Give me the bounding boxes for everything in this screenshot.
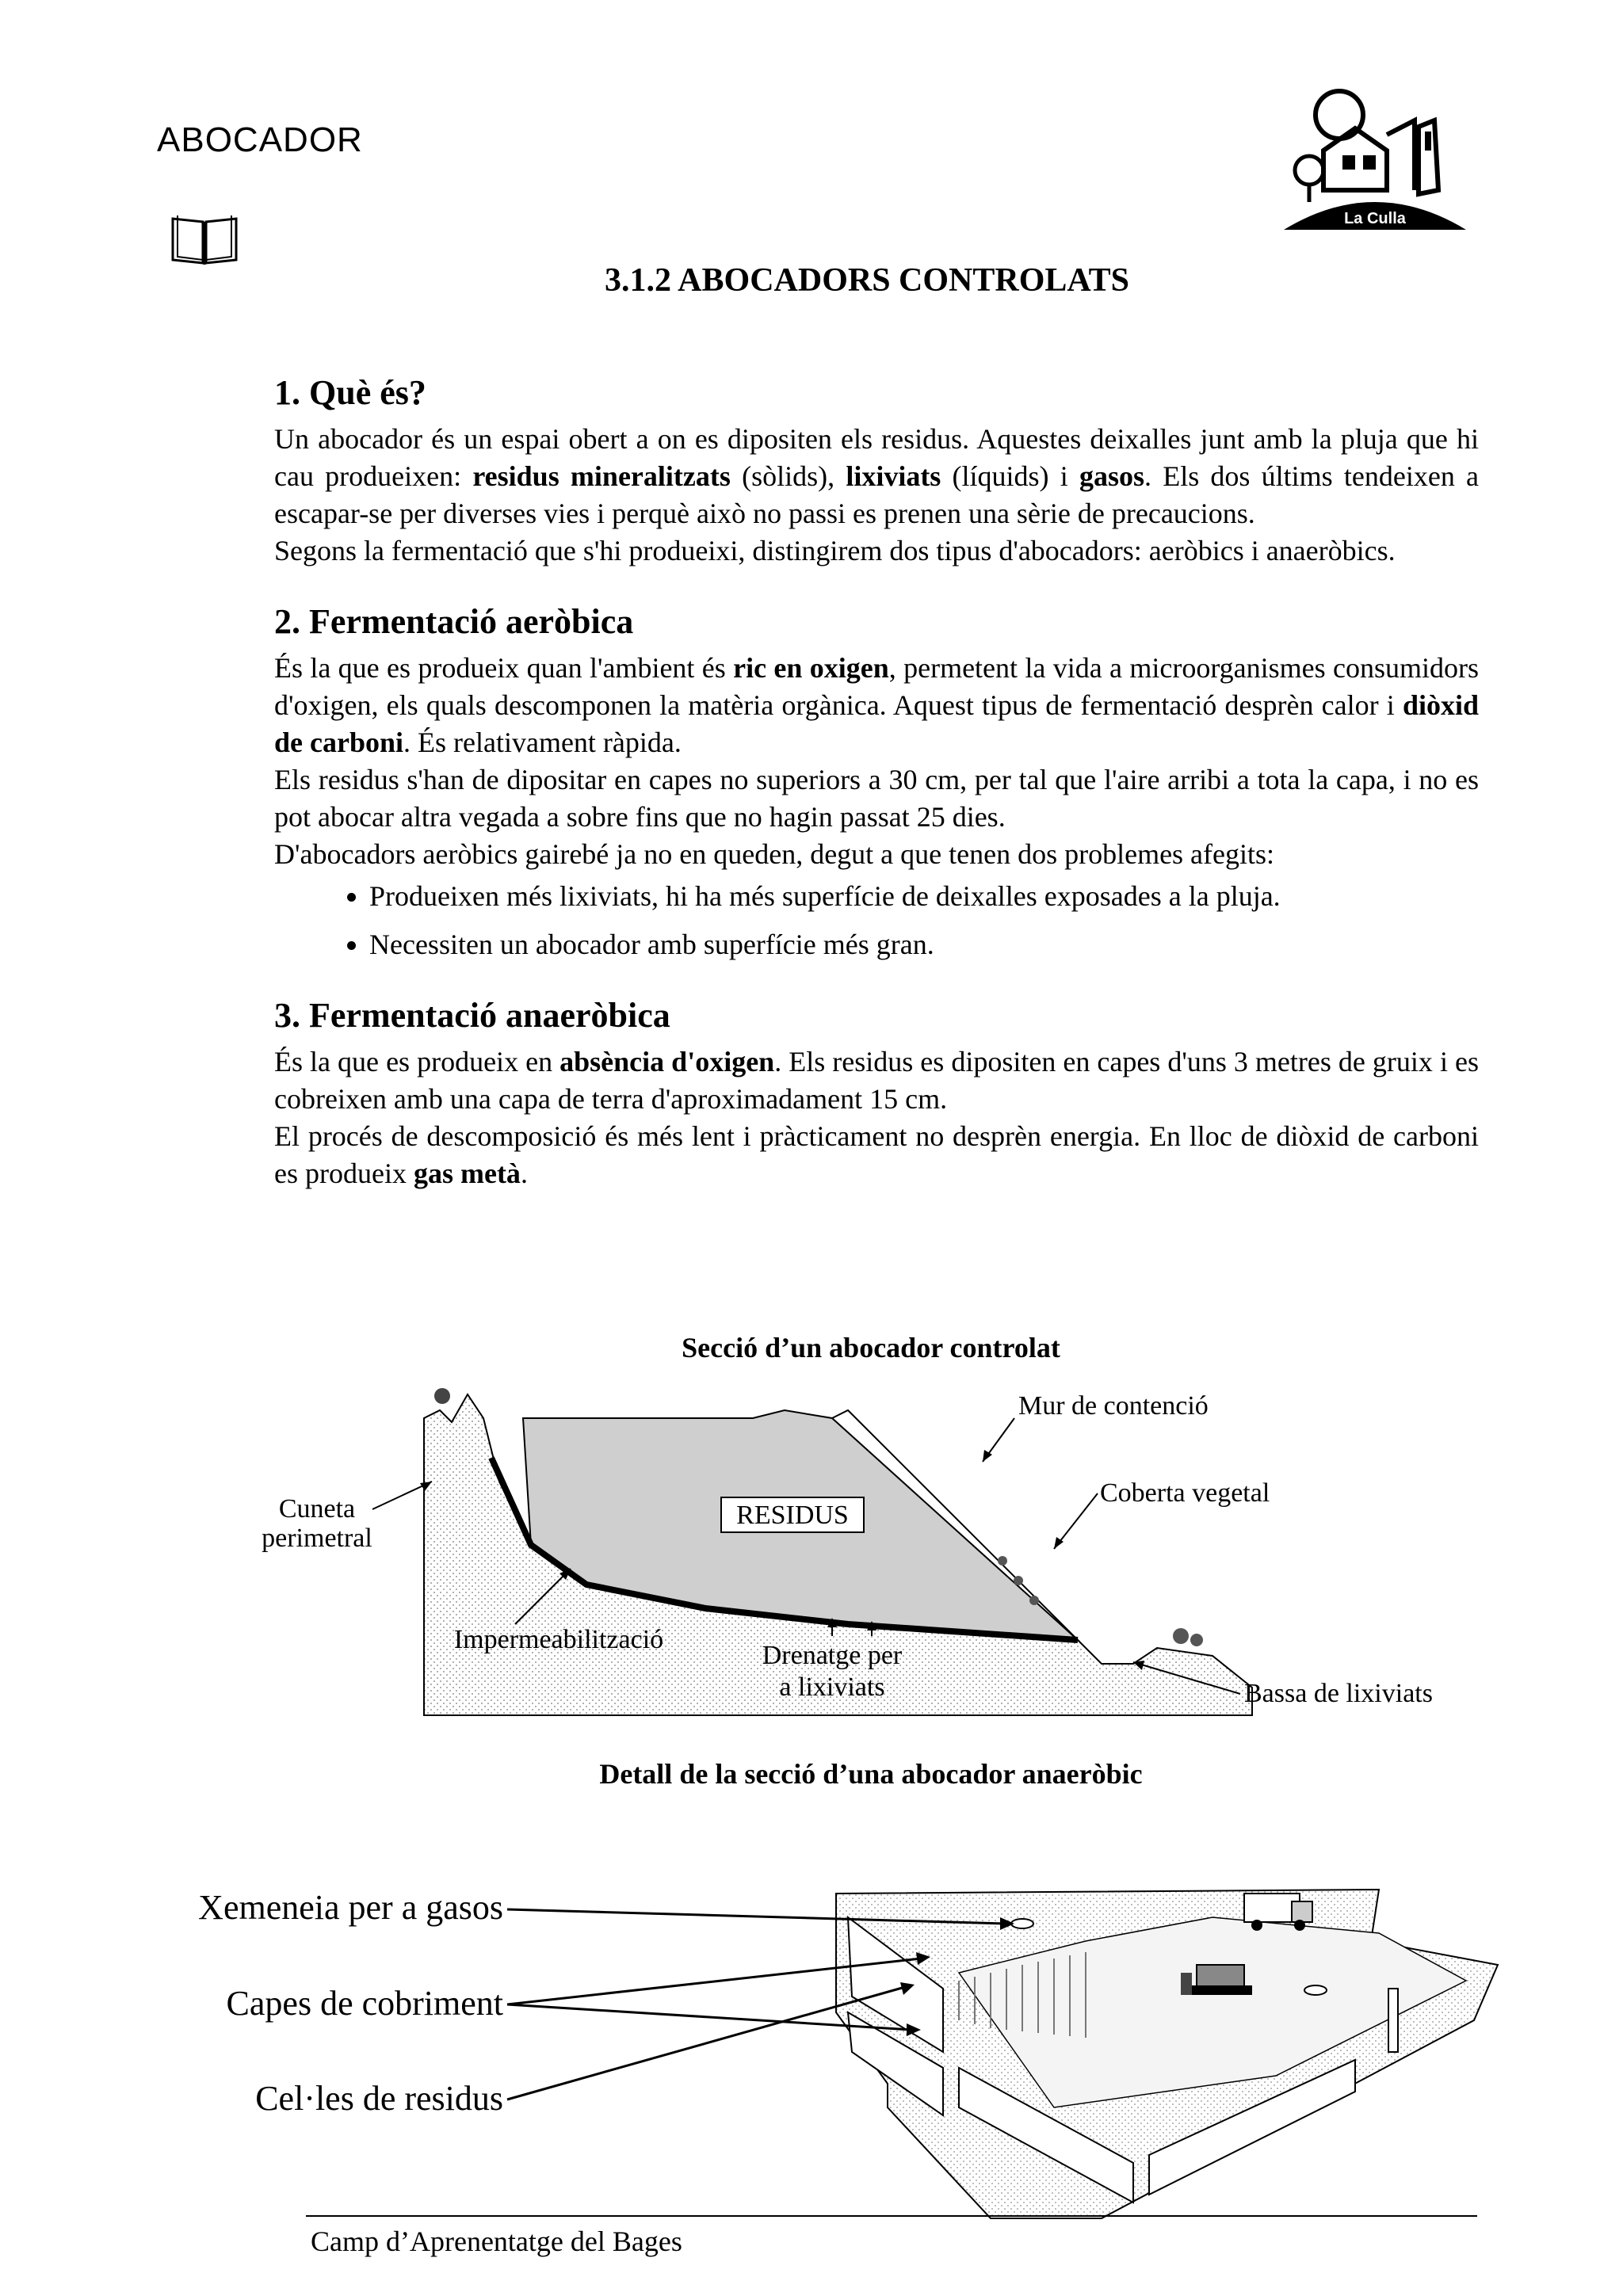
label-mur-contencio: Mur de contenció — [1018, 1391, 1209, 1421]
footer-text: Camp d’Aprenentatge del Bages — [311, 2225, 682, 2257]
list-item: • Necessiten un abocador amb superfície més gran. — [369, 926, 1479, 963]
label-capes-cobriment: Capes de cobriment — [226, 1984, 503, 2023]
section1-paragraph1: Un abocador és un espai obert a on es dipositen els residus. Aquestes deixalles junt amb la pluja que hi cau produeixen: residus mineralitzats (sòlids), lixiviats (líquids) i gasos. Els dos últims tendeixen a escapar-se per diverses vies i perquè això no passi es prenen una sèrie de precaucions. — [274, 423, 1480, 529]
label-drenatge-1: Drenatge per — [762, 1641, 903, 1670]
section2-bullet-list — [274, 878, 1479, 963]
header-label: ABOCADOR — [157, 120, 363, 159]
footer-divider — [306, 2215, 1477, 2217]
label-bassa-lixiviats: Bassa de lixiviats — [1244, 1679, 1433, 1708]
section3-paragraph1: És la que es produeix en absència d'oxigen. Els residus es dipositen en capes d'uns 3 metres de gruix i es cobreixen amb una capa de terra d'aproximadament 15 cm. — [274, 1046, 1479, 1115]
label-coberta-vegetal: Coberta vegetal — [1100, 1478, 1270, 1508]
label-residus: RESIDUS — [736, 1501, 849, 1530]
section2-paragraph3: D'abocadors aeròbics gairebé ja no en queden, degut a que tenen dos problemes afegits: — [274, 838, 1275, 870]
landfill-section-diagram — [262, 1363, 1498, 1735]
section2-paragraph1: És la que es produeix quan l'ambient és ric en oxigen, permetent la vida a microorganismes consumidors d'oxigen, els quals descomponen la matèria orgànica. Aquest tipus de fermentació desprèn calor i diòxid de carboni. És relativament ràpida. — [274, 652, 1479, 758]
logo-text: La Culla — [1344, 210, 1406, 227]
list-item: • Produeixen més lixiviats, hi ha més superfície de deixalles exposades a la pluja. — [369, 878, 1479, 915]
figure2-title: Detall de la secció d’una abocador anaeròbic — [599, 1758, 1143, 1790]
page-title: 3.1.2 ABOCADORS CONTROLATS — [605, 262, 1129, 299]
label-cuneta-2: perimetral — [262, 1524, 372, 1553]
book-icon — [168, 211, 241, 268]
section1-paragraph2: Segons la fermentació que s'hi produeixi, distingirem dos tipus d'abocadors: aeròbics i anaeròbics. — [274, 535, 1396, 566]
label-cuneta-1: Cuneta — [278, 1494, 356, 1524]
section-heading-3: 3. Fermentació anaeròbica — [274, 996, 670, 1035]
section3-paragraph2: El procés de descomposició és més lent i pràcticament no desprèn energia. En lloc de diòxid de carboni es produeix gas metà. — [274, 1120, 1479, 1189]
anaerobic-landfill-detail-diagram — [198, 1846, 1498, 2218]
label-impermeabilitzacio: Impermeabilització — [453, 1625, 664, 1654]
section-heading-1: 1. Què és? — [274, 373, 426, 412]
section-heading-2: 2. Fermentació aeròbica — [274, 602, 634, 641]
la-culla-logo — [1276, 79, 1474, 238]
label-xemeneia-gasos: Xemeneia per a gasos — [198, 1888, 503, 1927]
label-celles-residus: Cel·les de residus — [255, 2079, 503, 2118]
section2-paragraph2: Els residus s'han de dipositar en capes no superiors a 30 cm, per tal que l'aire arribi a tota la capa, i no es pot abocar altra vegada a sobre fins que no hagin passat 25 dies. — [274, 764, 1479, 833]
main-content — [274, 372, 1479, 1192]
label-drenatge-2: a lixiviats — [779, 1672, 885, 1702]
figure1-title: Secció d’un abocador controlat — [682, 1332, 1060, 1363]
